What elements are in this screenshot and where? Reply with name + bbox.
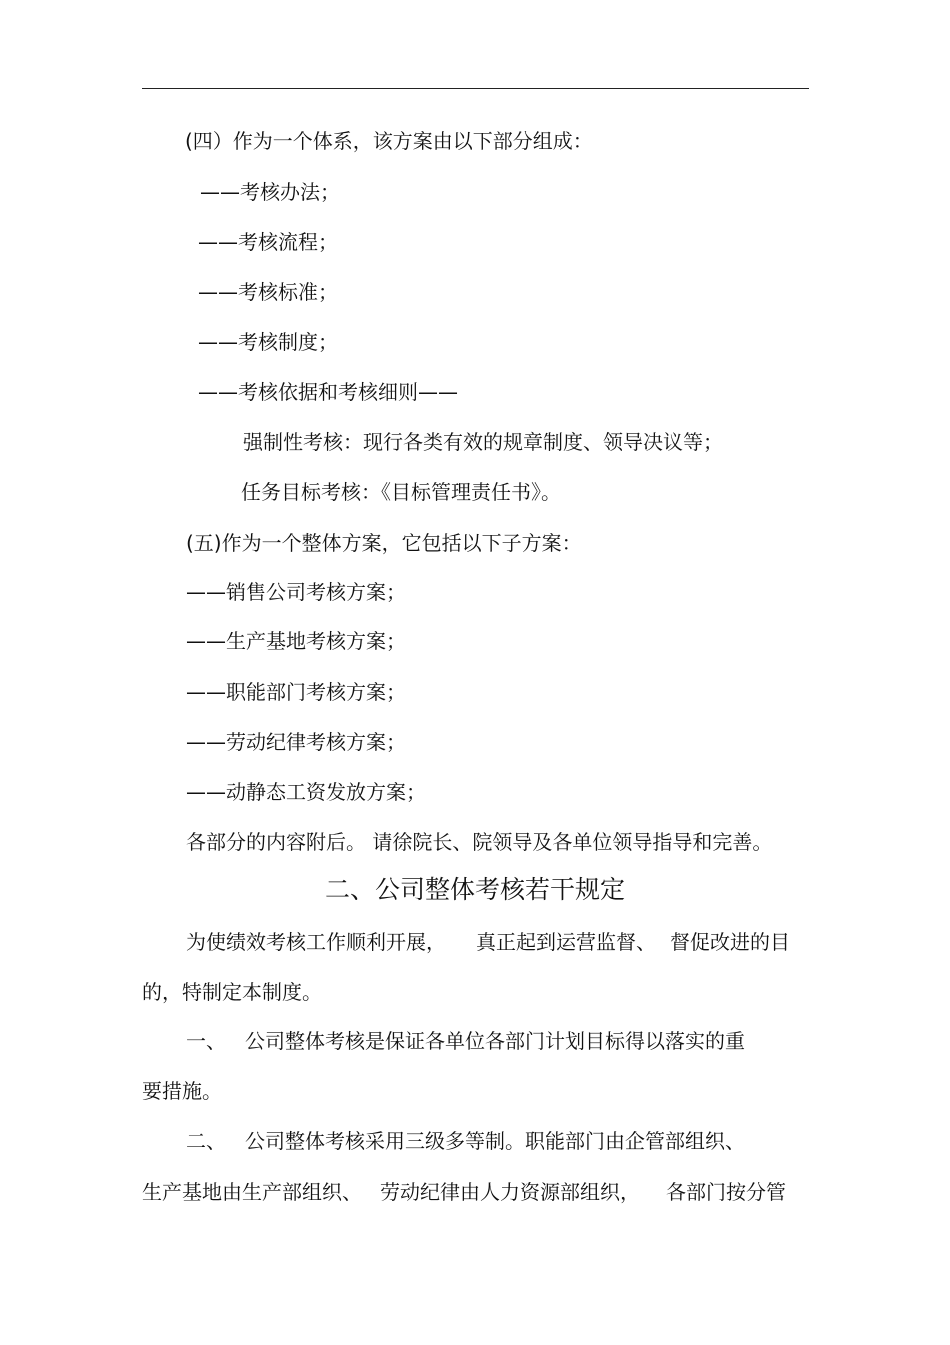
para1-part-c: 督促改进的目: [670, 930, 790, 954]
art1-num: 一、: [186, 1029, 226, 1053]
section4-sub-item-2: 任务目标考核：《目标管理责任书》。: [241, 480, 561, 504]
chapter2-art1-line1: [186, 1028, 745, 1054]
chapter2-art1-line2: 要措施。: [142, 1079, 222, 1103]
chapter2-art2-line1: [186, 1128, 745, 1154]
chapter2-para1-line2: 的，特制定本制度。: [142, 980, 322, 1004]
para1-part-a: 为使绩效考核工作顺利开展，: [186, 930, 446, 954]
art2-line2-b: 劳动纪律由人力资源部组织，: [380, 1180, 640, 1204]
art2-line2-a: 生产基地由生产部组织、: [142, 1180, 362, 1204]
section5-item-5: ——动静态工资发放方案；: [186, 780, 426, 804]
section4-item-3: ——考核标准；: [198, 280, 338, 304]
section5-item-4: ——劳动纪律考核方案；: [186, 730, 406, 754]
chapter2-art2-line2: [142, 1179, 786, 1205]
section5-item-2: ——生产基地考核方案；: [186, 629, 406, 653]
header-rule: [142, 88, 809, 89]
section4-item-2: ——考核流程；: [198, 230, 338, 254]
para1-part-b: 真正起到运营监督、: [476, 930, 656, 954]
section4-item-5: ——考核依据和考核细则——: [198, 380, 458, 404]
chapter2-title: 二、公司整体考核若干规定: [324, 875, 625, 904]
section5-closing: 各部分的内容附后。 请徐院长、院领导及各单位领导指导和完善。: [186, 830, 773, 854]
art2-text: 公司整体考核采用三级多等制。职能部门由企管部组织、: [245, 1129, 745, 1153]
section5-item-1: ——销售公司考核方案；: [186, 580, 406, 604]
section5-intro: (五)作为一个整体方案，它包括以下子方案：: [186, 531, 582, 555]
section4-item-4: ——考核制度；: [198, 330, 338, 354]
art2-line2-c: 各部门按分管: [666, 1180, 786, 1204]
section4-item-1: ——考核办法；: [200, 180, 340, 204]
section5-item-3: ——职能部门考核方案；: [186, 680, 406, 704]
section4-sub-item-1: 强制性考核：现行各类有效的规章制度、领导决议等；: [243, 430, 723, 454]
art1-text: 公司整体考核是保证各单位各部门计划目标得以落实的重: [245, 1029, 745, 1053]
art2-num: 二、: [186, 1129, 226, 1153]
section4-intro: (四）作为一个体系，该方案由以下部分组成：: [185, 129, 593, 153]
chapter2-para1-line1: [186, 929, 790, 955]
